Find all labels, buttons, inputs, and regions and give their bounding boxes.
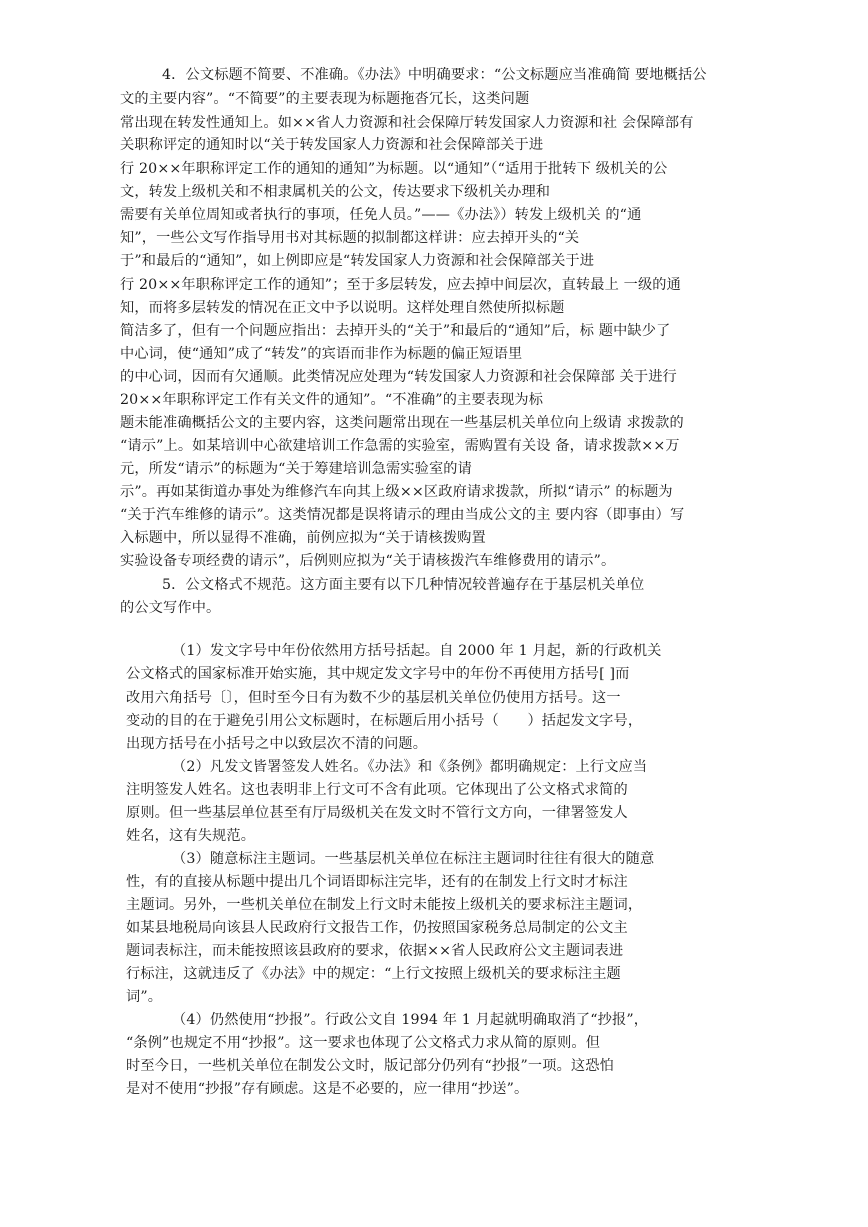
paragraph-line: 关职称评定的通知时以“关于转发国家人力资源和社会保障部关于进 bbox=[120, 137, 544, 153]
paragraph-line: （3）随意标注主题词。一些基层机关单位在标注主题词时往往有很大的随意 bbox=[172, 851, 655, 867]
paragraph-line: “关于汽车维修的请示”。这类情况都是误将请示的理由当成公文的主 要内容（即事由）写 bbox=[120, 507, 685, 523]
paragraph-line: 注明签发人姓名。这也表明非上行文可不含有此项。它体现出了公文格式求简的 bbox=[126, 782, 628, 798]
paragraph-line: 是对不使用“抄报”存有顾虑。这是不必要的，应一律用“抄送”。 bbox=[126, 1081, 529, 1097]
paragraph-line: 词”。 bbox=[126, 989, 163, 1005]
paragraph-line: “条例”也规定不用“抄报”。这一要求也体现了公文格式力求从简的原则。但 bbox=[126, 1035, 601, 1051]
paragraph-line: 简洁多了，但有一个问题应指出：去掉开头的“关于”和最后的“通知”后，标 题中缺少了 bbox=[120, 323, 671, 339]
paragraph-line: 于”和最后的“通知”，如上例即应是“转发国家人力资源和社会保障部关于进 bbox=[120, 253, 595, 269]
paragraph-line: 入标题中，所以显得不准确，前例应拟为“关于请核拨购置 bbox=[120, 530, 486, 546]
paragraph-line: 中心词，使“通知”成了“转发”的宾语而非作为标题的偏正短语里 bbox=[120, 346, 523, 362]
paragraph-line: 知，而将多层转发的情况在正文中予以说明。这样处理自然使所拟标题 bbox=[120, 300, 565, 316]
paragraph-line: （4）仍然使用“抄报”。行政公文自 1994 年 1 月起就明确取消了“抄报”， bbox=[172, 1012, 649, 1028]
paragraph-line: 文的主要内容”。“不简要”的主要表现为标题拖沓冗长，这类问题 bbox=[120, 91, 530, 107]
paragraph-line: 性，有的直接从标题中提出几个词语即标注完毕，还有的在制发上行文时才标注 bbox=[126, 874, 628, 890]
paragraph-line: 元，所发“请示”的标题为“关于筹建培训急需实验室的请 bbox=[120, 461, 472, 477]
paragraph-line: 变动的目的在于避免引用公文标题时，在标题后用小括号（ ）括起发文字号， bbox=[126, 713, 643, 729]
paragraph-line: 原则。但一些基层单位甚至有厅局级机关在发文时不管行文方向，一律署签发人 bbox=[126, 805, 628, 821]
paragraph-line: 如某县地税局向该县人民政府行文报告工作，仍按照国家税务总局制定的公文主 bbox=[126, 920, 628, 936]
paragraph-line: 公文格式的国家标准开始实施，其中规定发文字号中的年份不再使用方括号[ ]而 bbox=[126, 666, 630, 682]
paragraph-line: 时至今日，一些机关单位在制发公文时，版记部分仍列有“抄报”一项。这恐怕 bbox=[126, 1058, 614, 1074]
paragraph-line: 题未能准确概括公文的主要内容，这类问题常出现在一些基层机关单位向上级请 求拨款的 bbox=[120, 415, 684, 431]
paragraph-line: 知”，一些公文写作指导用书对其标题的拟制都这样讲：应去掉开头的“关 bbox=[120, 230, 580, 246]
paragraph-line: 题词表标注，而未能按照该县政府的要求，依据××省人民政府公文主题词表进 bbox=[126, 943, 624, 959]
paragraph-line: （2）凡发文皆署签发人姓名。《办法》和《条例》都明确规定：上行文应当 bbox=[172, 759, 648, 775]
paragraph-line: 4．公文标题不简要、不准确。《办法》中明确要求：“公文标题应当准确简 要地概括公 bbox=[162, 67, 707, 83]
paragraph-line: 常出现在转发性通知上。如××省人力资源和社会保障厅转发国家人力资源和社 会保障部有 bbox=[120, 115, 694, 131]
paragraph-line: 的中心词，因而有欠通顺。此类情况应处理为“转发国家人力资源和社会保障部 关于进行 bbox=[120, 369, 677, 385]
paragraph-line: 行 20××年职称评定工作的通知的通知”为标题。以“通知”（“适用于批转下 级机关的公 bbox=[120, 161, 668, 177]
paragraph-line: 示”。再如某街道办事处为维修汽车向其上级××区政府请求拨款，所拟“请示” 的标题为 bbox=[120, 484, 673, 500]
paragraph-line: 需要有关单位周知或者执行的事项，任免人员。”——《办法》）转发上级机关 的“通 bbox=[120, 207, 642, 223]
paragraph-line: 文，转发上级机关和不相隶属机关的公文，传达要求下级机关办理和 bbox=[120, 184, 551, 200]
paragraph-line: “请示”上。如某培训中心欲建培训工作急需的实验室，需购置有关设 备，请求拨款××万 bbox=[120, 438, 680, 454]
paragraph-line: 行 20××年职称评定工作的通知”；至于多层转发，应去掉中间层次，直转最上 一级的通 bbox=[120, 277, 681, 293]
paragraph-line: 姓名，这有失规范。 bbox=[126, 828, 256, 844]
paragraph-line: （1）发文字号中年份依然用方括号括起。自 2000 年 1 月起，新的行政机关 bbox=[172, 643, 662, 659]
paragraph-line: 改用六角括号〔〕，但时至今日有为数不少的基层机关单位仍使用方括号。这一 bbox=[126, 690, 621, 706]
paragraph-line: 5．公文格式不规范。这方面主要有以下几种情况较普遍存在于基层机关单位 bbox=[162, 577, 645, 593]
paragraph-line: 20××年职称评定工作有关文件的通知”。“不准确”的主要表现为标 bbox=[120, 392, 544, 408]
paragraph-line: 出现方括号在小括号之中以致层次不清的问题。 bbox=[126, 736, 428, 752]
paragraph-line: 的公文写作中。 bbox=[120, 600, 221, 616]
paragraph-line: 主题词。另外，一些机关单位在制发上行文时未能按上级机关的要求标注主题词， bbox=[126, 897, 643, 913]
paragraph-line: 行标注，这就违反了《办法》中的规定：“上行文按照上级机关的要求标注主题 bbox=[126, 966, 621, 982]
paragraph-line: 实验设备专项经费的请示”，后例则应拟为“关于请核拨汽车维修费用的请示”。 bbox=[120, 553, 616, 569]
